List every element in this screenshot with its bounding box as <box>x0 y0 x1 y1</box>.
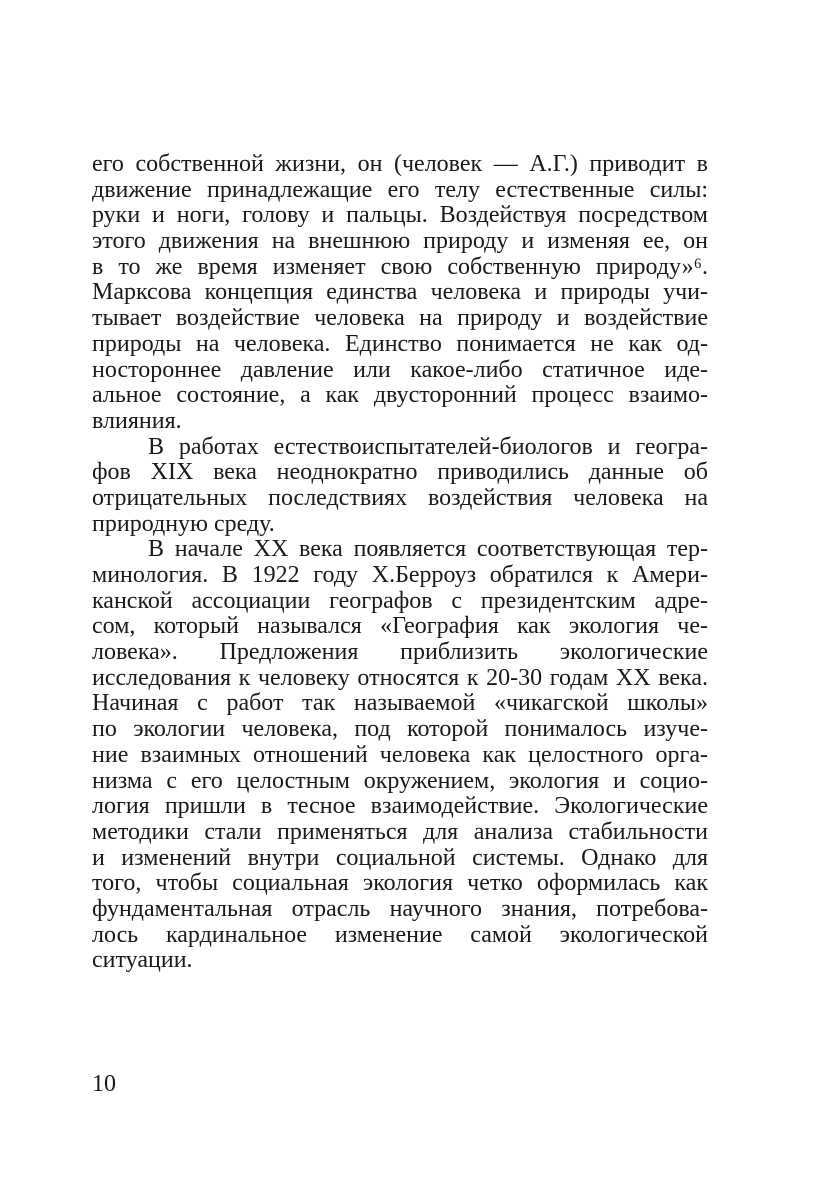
text-line: минология. В 1922 году Х.Берроуз обратился к Амери- <box>92 562 708 588</box>
text-line: альное состояние, а как двусторонний процесс взаимо- <box>92 382 708 409</box>
text-line: того, чтобы социальная экология четко оформилась как <box>92 870 708 897</box>
text-line: этого движения на внешнюю природу и изменяя ее, он <box>92 228 708 255</box>
text-line: логия пришли в тесное взаимодействие. Экологические <box>92 793 708 820</box>
text-line: Марксова концепция единства человека и природы учи- <box>92 279 708 306</box>
text-line: природную среду. <box>92 510 275 537</box>
text-line: его собственной жизни, он (человек — А.Г.) приводит в <box>92 151 708 177</box>
text-line: в то же время изменяет свою собственную природу»⁶. <box>92 253 708 280</box>
text-line: ситуации. <box>92 947 193 974</box>
text-line: ние взаимных отношений человека как целостного орга- <box>92 741 708 768</box>
text-line: и изменений внутри социальной системы. Однако для <box>92 844 708 871</box>
text-line: ловека». Предложения приблизить экологические <box>92 639 708 666</box>
text-line: по экологии человека, под которой понималось изуче- <box>92 716 708 743</box>
text-line: В работах естествоиспытателей-биологов и геогра- <box>148 433 708 460</box>
text-line: методики стали применяться для анализа стабильности <box>92 818 708 845</box>
text-line: низма с его целостным окружением, экология и социо- <box>92 767 708 794</box>
page-number: 10 <box>92 1071 116 1097</box>
text-line: сом, который назывался «География как экология че- <box>92 613 708 640</box>
text-line: руки и ноги, голову и пальцы. Воздействуя посредством <box>92 202 708 229</box>
text-line: движение принадлежащие его телу естественные силы: <box>92 176 708 203</box>
text-line: В начале XX века появляется соответствующая тер- <box>148 536 708 563</box>
text-line: лось кардинальное изменение самой экологической <box>92 921 708 948</box>
text-line: исследования к человеку относятся к 20-30 годам XX века. <box>92 664 708 691</box>
text-line: природы на человека. Единство понимается не как од- <box>92 330 708 357</box>
text-line: фундаментальная отрасль научного знания, потребова- <box>92 895 708 922</box>
text-line: фов XIX века неоднократно приводились данные об <box>92 459 708 486</box>
text-line: канской ассоциации географов с президентским адре- <box>92 587 708 614</box>
text-line: влияния. <box>92 407 182 434</box>
text-line: Начиная с работ так называемой «чикагской школы» <box>92 690 708 717</box>
text-line: тывает воздействие человека на природу и воздействие <box>92 305 708 332</box>
body-text <box>92 152 708 974</box>
text-line: ностороннее давление или какое-либо статичное иде- <box>92 356 708 383</box>
text-line: отрицательных последствиях воздействия человека на <box>92 484 708 511</box>
